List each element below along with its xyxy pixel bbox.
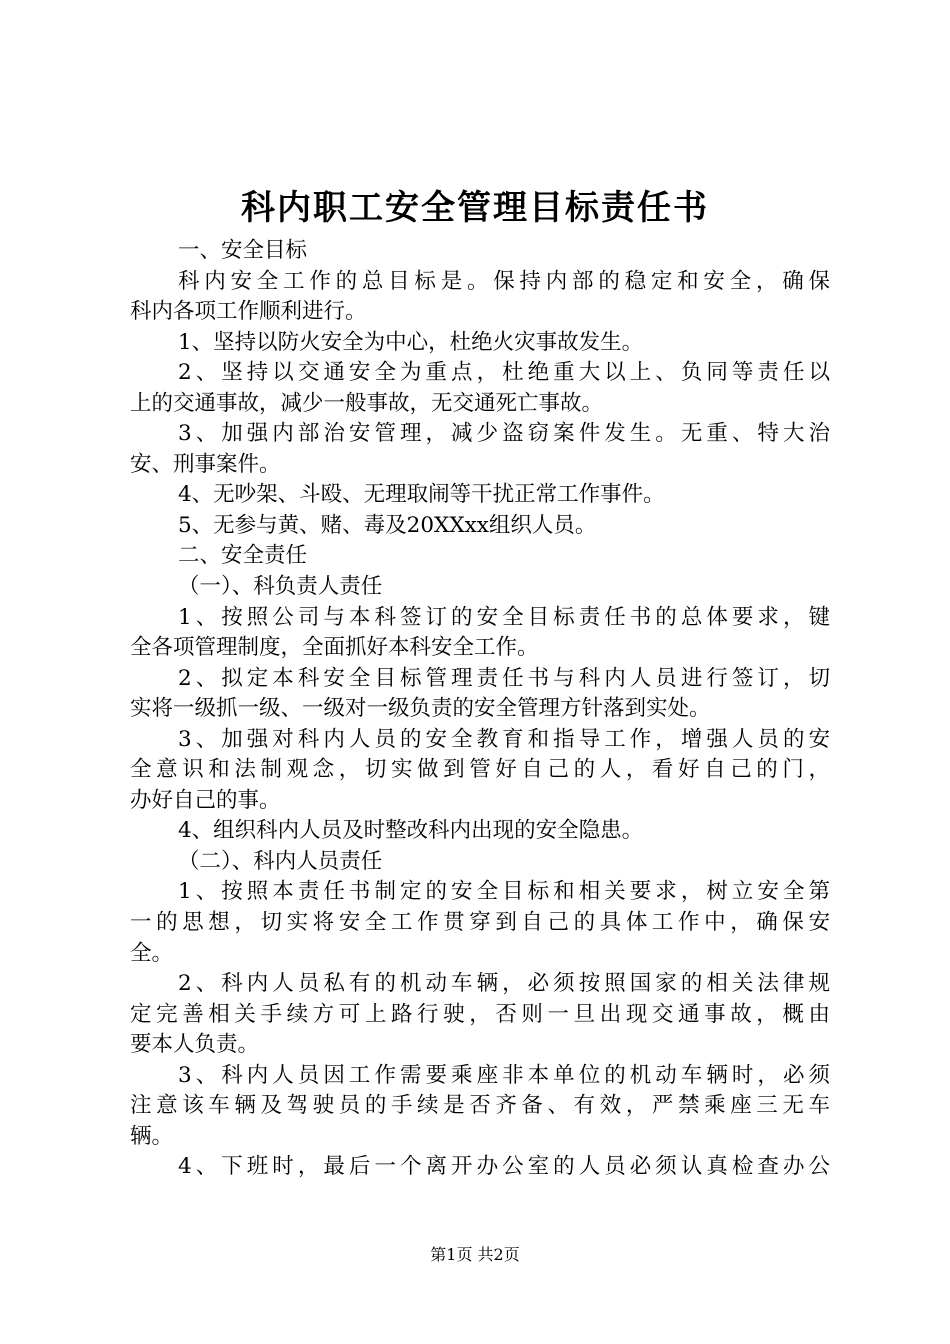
- document-line: 全各项管理制度，全面抓好本科安全工作。: [130, 635, 539, 661]
- document-line: 安、刑事案件。: [130, 451, 281, 477]
- document-line: 1、按照公司与本科签订的安全目标责任书的总体要求，键: [178, 604, 830, 630]
- document-body: [130, 236, 830, 1183]
- document-line: 一的思想，切实将安全工作贯穿到自己的具体工作中，确保安: [130, 910, 830, 936]
- document-line: 5、无参与黄、赌、毒及20XXxx组织人员。: [178, 512, 597, 538]
- document-line: （二）、科内人员责任: [178, 848, 383, 874]
- document-line: 1、按照本责任书制定的安全目标和相关要求，树立安全第: [178, 879, 830, 905]
- document-line: 2、拟定本科安全目标管理责任书与科内人员进行签订，切: [178, 665, 830, 691]
- document-line: 3、加强对科内人员的安全教育和指导工作，增强人员的安: [178, 726, 830, 752]
- document-line: 二、安全责任: [178, 543, 308, 569]
- document-line: 全意识和法制观念，切实做到管好自己的人，看好自己的门，: [130, 757, 830, 783]
- document-line: 1、坚持以防火安全为中心，杜绝火灾事故发生。: [178, 329, 644, 355]
- document-line: 注意该车辆及驾驶员的手续是否齐备、有效，严禁乘座三无车: [130, 1093, 830, 1119]
- document-line: 定完善相关手续方可上路行驶，否则一旦出现交通事故，概由: [130, 1001, 830, 1027]
- document-line: 上的交通事故，减少一般事故，无交通死亡事故。: [130, 390, 604, 416]
- document-line: 实将一级抓一级、一级对一级负责的安全管理方针落到实处。: [130, 696, 711, 722]
- document-line: 科内安全工作的总目标是。保持内部的稳定和安全，确保: [178, 268, 830, 294]
- document-line: （一）、科负责人责任: [178, 574, 383, 600]
- document-line: 3、科内人员因工作需要乘座非本单位的机动车辆时，必须: [178, 1062, 830, 1088]
- document-line: 2、坚持以交通安全为重点，杜绝重大以上、负同等责任以: [178, 360, 830, 386]
- document-line: 4、无吵架、斗殴、无理取闹等干扰正常工作事件。: [178, 482, 665, 508]
- document-line: 2、科内人员私有的机动车辆，必须按照国家的相关法律规: [178, 971, 830, 997]
- document-line: 4、组织科内人员及时整改科内出现的安全隐患。: [178, 818, 644, 844]
- document-line: 3、加强内部治安管理，减少盗窃案件发生。无重、特大治: [178, 421, 830, 447]
- document-line: 全。: [130, 940, 174, 966]
- document-line: 4、下班时，最后一个离开办公室的人员必须认真检查办公: [178, 1154, 830, 1180]
- document-line: 一、安全目标: [178, 238, 308, 263]
- document-line: 办好自己的事。: [130, 787, 281, 813]
- page-footer: 第1页 共2页: [430, 1245, 520, 1264]
- document-title: 科内职工安全管理目标责任书: [241, 188, 709, 228]
- document-line: 科内各项工作顺利进行。: [130, 299, 367, 325]
- document-line: 要本人负责。: [130, 1032, 260, 1058]
- document-line: 辆。: [130, 1123, 174, 1149]
